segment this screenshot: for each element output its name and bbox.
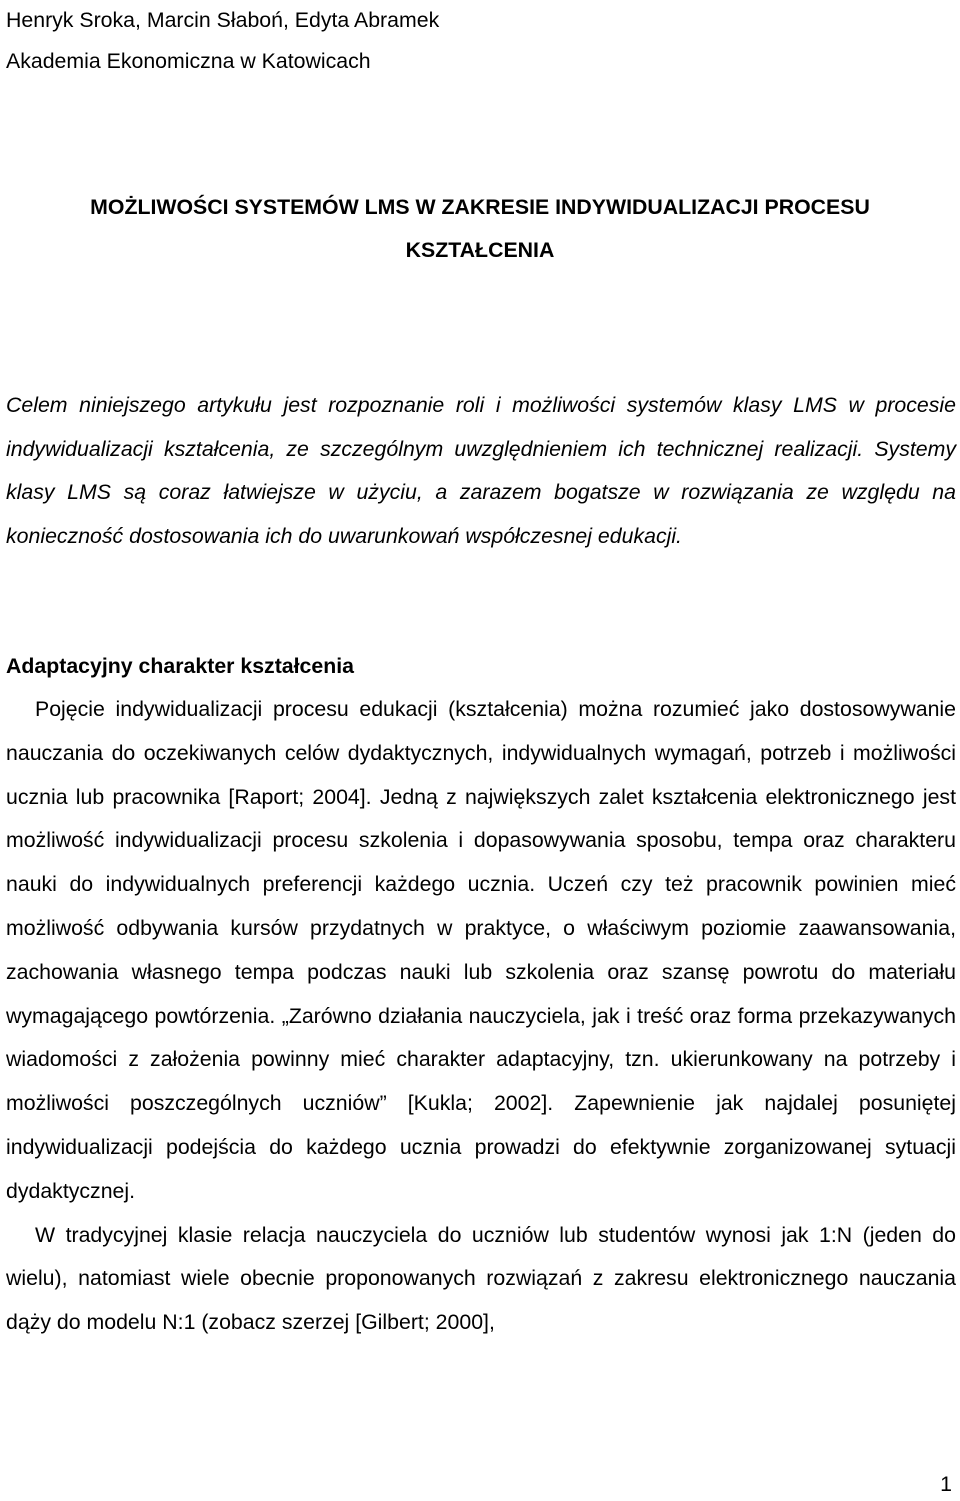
article-title: [0, 186, 960, 272]
title-line-1: MOŻLIWOŚCI SYSTEMÓW LMS W ZAKRESIE INDYWIDUALIZACJI PROCESU: [90, 195, 870, 219]
abstract-paragraph: Celem niniejszego artykułu jest rozpoznanie roli i możliwości systemów klasy LMS w procesie indywidualizacji kształcenia, ze szczególnym uwzględnieniem ich technicznej realizacji. Systemy klasy LMS są coraz łatwiejsze w użyciu, a zarazem bogatsze w rozwiązania ze względu na konieczność dostosowania ich do uwarunkowań współczesnej edukacji.: [6, 393, 956, 548]
page-number: 1: [940, 1472, 952, 1496]
body-paragraph-1: Pojęcie indywidualizacji procesu edukacji (kształcenia) można rozumieć jako dostosowywanie nauczania do oczekiwanych celów dydaktycznych, indywidualnych wymagań, potrzeb i możliwości ucznia lub pracownika [Raport; 2004]. Jedną z największych zalet kształcenia elektronicznego jest możliwość indywidualizacji procesu szkolenia i dopasowywania sposobu, tempa oraz charakteru nauki do indywidualnych preferencji każdego ucznia. Uczeń czy też pracownik powinien mieć możliwość odbywania kursów przydatnych w praktyce, o właściwym poziomie zaawansowania, zachowania własnego tempa podczas nauki lub szkolenia oraz szansę powrotu do materiału wymagającego powtórzenia. „Zarówno działania nauczyciela, jak i treść oraz forma przekazywanych wiadomości z założenia powinny mieć charakter adaptacyjny, tzn. ukierunkowany na potrzeby i możliwości poszczególnych uczniów” [Kukla; 2002]. Zapewnienie jak najdalej posuniętej indywidualizacji podejścia do każdego ucznia prowadzi do efektywnie zorganizowanej sytuacji dydaktycznej.: [6, 697, 956, 1203]
affiliation-line: Akademia Ekonomiczna w Katowicach: [6, 49, 371, 73]
section-heading: Adaptacyjny charakter kształcenia: [6, 654, 355, 678]
author-block: [6, 0, 439, 82]
section-body: [6, 688, 956, 1345]
body-paragraph-2: W tradycyjnej klasie relacja nauczyciela do uczniów lub studentów wynosi jak 1:N (jeden do wielu), natomiast wiele obecnie proponowanych rozwiązań z zakresu elektronicznego nauczania dąży do modelu N:1 (zobacz szerzej [Gilbert; 2000],: [6, 1222, 956, 1335]
title-line-2: KSZTAŁCENIA: [405, 238, 555, 262]
authors-line: Henryk Sroka, Marcin Słaboń, Edyta Abramek: [6, 8, 440, 32]
